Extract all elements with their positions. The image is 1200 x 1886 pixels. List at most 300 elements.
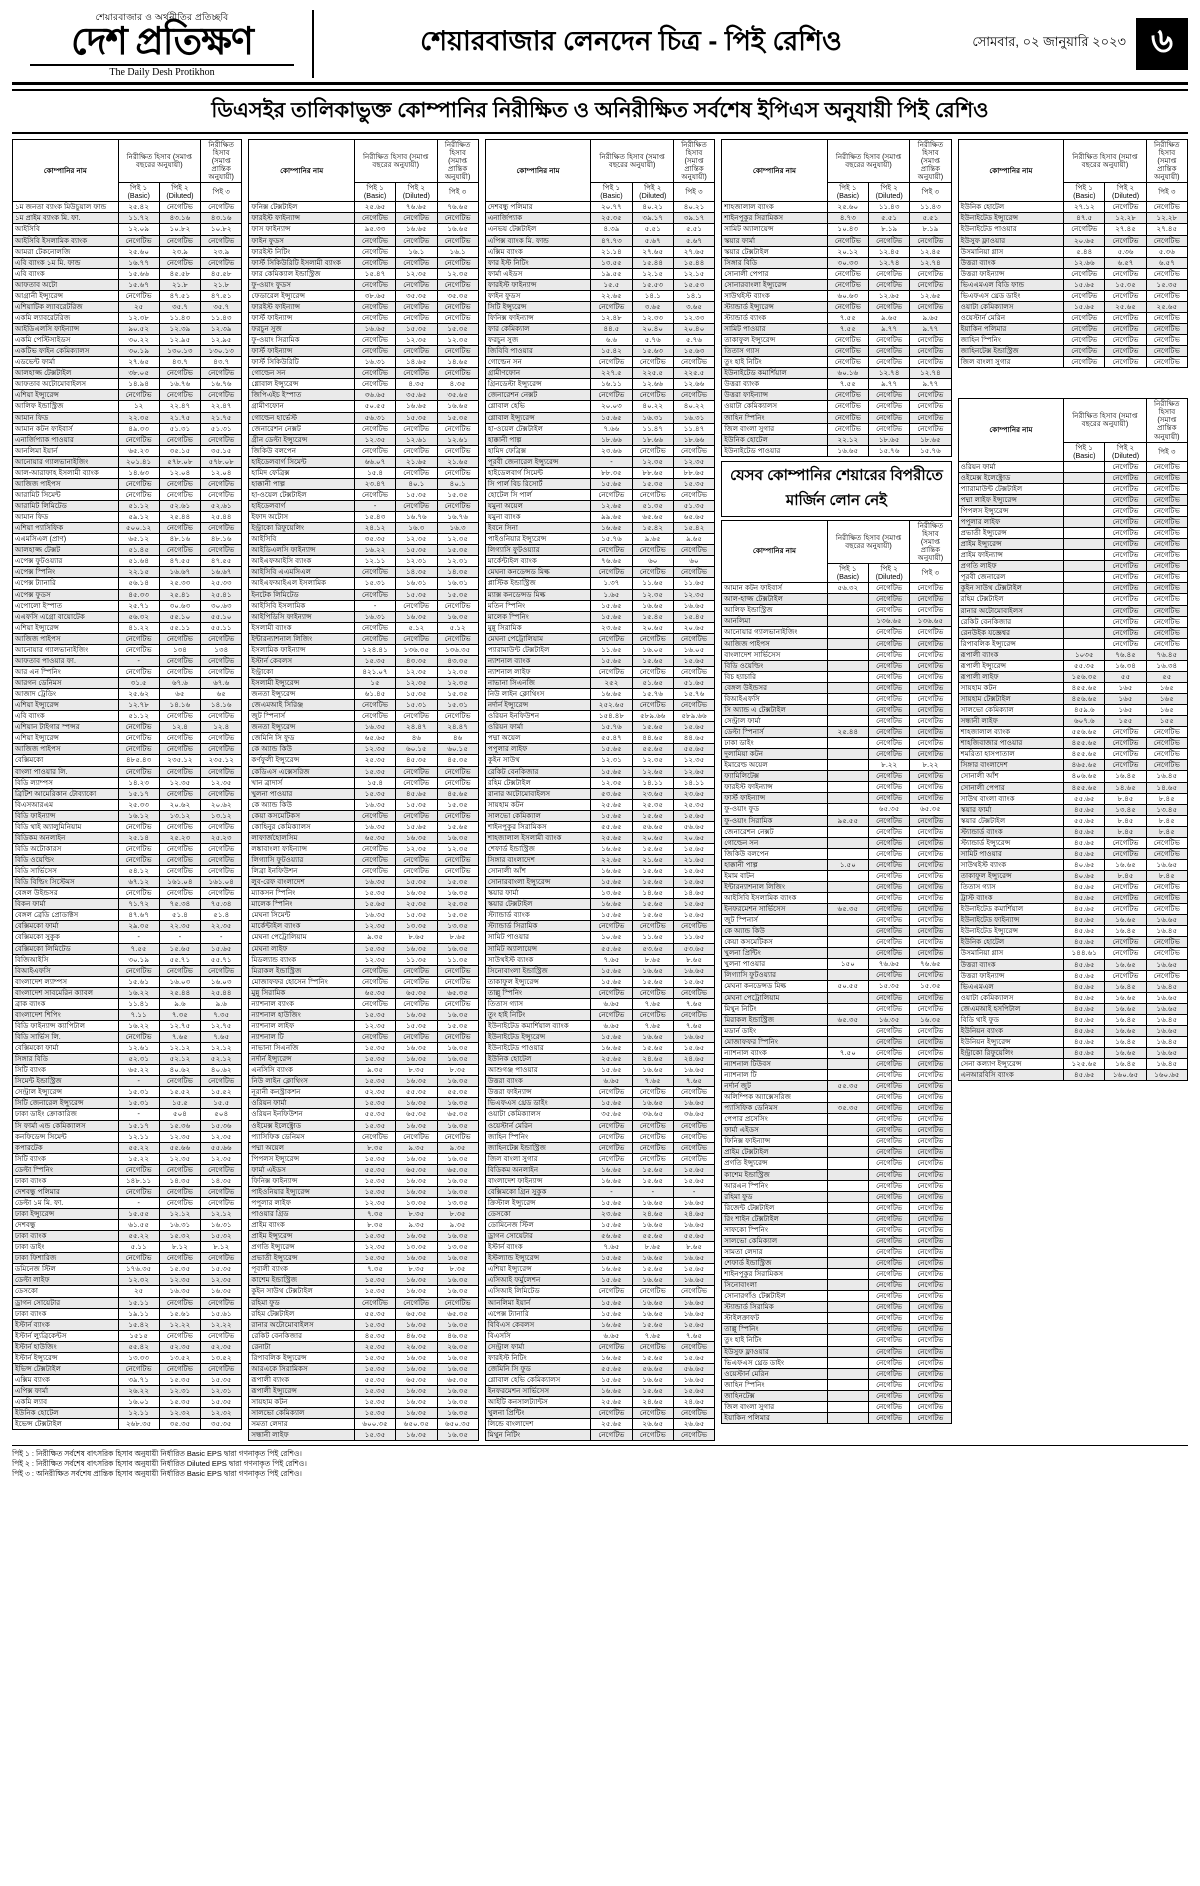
- pe3-cell: নেগেটিভ: [201, 1076, 242, 1087]
- company-name-cell: আইসিবি এএমসিএল: [249, 567, 355, 578]
- pe3-cell: ১৬.৩৫: [437, 1009, 478, 1020]
- company-name-cell: সাউথ বাংলা ব্যাংক: [958, 793, 1064, 804]
- company-name-cell: আমরা টেকনোলজি: [13, 246, 119, 257]
- pe3-cell: ১৫.৬৫: [673, 1319, 714, 1330]
- table-row: [722, 704, 951, 715]
- pe-table: [958, 139, 1188, 368]
- company-name-cell: তুং হাই নিটিং: [485, 1009, 591, 1020]
- table-row: [13, 832, 242, 843]
- pe-basic-cell: ৬৫.১২: [118, 534, 159, 545]
- pe3-cell: ৯.৭৭: [910, 324, 951, 335]
- pe-diluted-cell: ৮.৩৫: [396, 1264, 437, 1275]
- header-company: কোম্পানির নাম: [958, 139, 1064, 201]
- pe-diluted-cell: ১৬.৬৫: [632, 1253, 673, 1264]
- pe3-cell: নেগেটিভ: [1146, 627, 1187, 638]
- company-name-cell: সামিট পাওয়ার: [722, 324, 828, 335]
- table-row: [249, 478, 478, 489]
- pe-basic-cell: ১৫.৪: [354, 467, 395, 478]
- pe-basic-cell: [1064, 483, 1105, 494]
- table-row: [958, 224, 1187, 235]
- pe-diluted-cell: ৫.৫১: [632, 224, 673, 235]
- table-row: [958, 572, 1187, 583]
- pe3-cell: নেগেটিভ: [910, 715, 951, 726]
- table-row: [485, 832, 714, 843]
- pe-diluted-cell: নেগেটিভ: [159, 1363, 200, 1374]
- pe-diluted-cell: ১৫.৬৫: [632, 843, 673, 854]
- pe3-cell: নেগেটিভ: [1146, 616, 1187, 627]
- table-row: [13, 899, 242, 910]
- pe-diluted-cell: ১৬৫: [1105, 705, 1146, 716]
- table-row: [249, 1275, 478, 1286]
- pe-basic-cell: ১৫.৭৬: [591, 722, 632, 733]
- pe-basic-cell: নেগেটিভ: [591, 390, 632, 401]
- pe-diluted-cell: ৪৬.৩৫: [396, 1330, 437, 1341]
- pe3-cell: ১৮.৬৫: [910, 434, 951, 445]
- header-unaudited: নিরীক্ষিত হিসাব (সমাপ্ত প্রান্তিক অনুযায়ী): [1146, 139, 1187, 182]
- pe3-cell: ১৩.৩৫: [437, 1242, 478, 1253]
- pe-diluted-cell: নেগেটিভ: [159, 888, 200, 899]
- pe-basic-cell: ১৫.৪৩: [354, 512, 395, 523]
- table-row: [958, 705, 1187, 716]
- pe3-cell: নেগেটিভ: [673, 921, 714, 932]
- table-row: [485, 987, 714, 998]
- header-diluted: পিই ২ (Diluted): [1105, 442, 1146, 461]
- company-name-cell: উত্তরা ফাইন্যান্স: [958, 268, 1064, 279]
- pe-diluted-cell: ১৬.৬৫: [1105, 992, 1146, 1003]
- pe-basic-cell: ৬৫.৩৫: [827, 904, 868, 915]
- company-name-cell: বাংলাদেশ সার্ভিসেস: [722, 649, 828, 660]
- table-row: [13, 1153, 242, 1164]
- pe-diluted-cell: নেগেটিভ: [1105, 937, 1146, 948]
- pe-basic-cell: ৩৫.৩৫: [354, 534, 395, 545]
- pe3-cell: ১৬.৩৫: [437, 1319, 478, 1330]
- header-audited: নিরীক্ষিত হিসাব (সমাপ্ত বছরের অনুযায়ী): [1064, 139, 1147, 182]
- pe-basic-cell: নেগেটিভ: [118, 1253, 159, 1264]
- pe3-cell: ১৫.৪৪: [673, 257, 714, 268]
- pe-basic-cell: ৯৫.৫৫: [827, 815, 868, 826]
- pe-basic-cell: ১৫.৩৫: [354, 1363, 395, 1374]
- pe-diluted-cell: নেগেটিভ: [159, 733, 200, 744]
- pe-diluted-cell: ১৫.৩৫: [396, 799, 437, 810]
- table-row: [958, 682, 1187, 693]
- company-name-cell: শেফার্ড ইন্ডাস্ট্রিজ: [722, 1258, 828, 1269]
- table-row: [722, 202, 951, 213]
- pe3-cell: ৪.৩৫: [437, 379, 478, 390]
- company-name-cell: এবি ব্যাংক ১ম মি. ফান্ড: [13, 257, 119, 268]
- pe3-cell: নেগেটিভ: [910, 1036, 951, 1047]
- company-name-cell: খুলনা প্রিন্টিং: [722, 948, 828, 959]
- table-row: [13, 1297, 242, 1308]
- company-name-cell: ওরিয়ন ইনফিউশন: [485, 711, 591, 722]
- pe-diluted-cell: ৮.৩৫: [396, 1065, 437, 1076]
- pe3-cell: ১১.৪৩: [910, 202, 951, 213]
- company-name-cell: বিডি সার্ভিসেস: [13, 866, 119, 877]
- pe-diluted-cell: ৫.৩৬: [1105, 246, 1146, 257]
- pe-basic-cell: নেগেটিভ: [118, 434, 159, 445]
- pe3-cell: নেগেটিভ: [910, 992, 951, 1003]
- table-row: [485, 755, 714, 766]
- pe3-cell: ১৬১.০৪: [201, 877, 242, 888]
- company-name-cell: সামিট পাওয়ার: [485, 932, 591, 943]
- pe-diluted-cell: ২৭.৪৫: [1105, 224, 1146, 235]
- pe-diluted-cell: ১৮.৬৫: [869, 434, 910, 445]
- company-name-cell: মেঘনা লাইফ: [249, 943, 355, 954]
- table-row: [13, 1319, 242, 1330]
- company-name-cell: ইস্টার্ন ল্যুব্রিকেন্টস: [13, 1330, 119, 1341]
- pe3-cell: নেগেটিভ: [437, 1131, 478, 1142]
- pe3-cell: ১৫.৬৫: [673, 877, 714, 888]
- pe-diluted-cell: ১৫.৩৫: [396, 545, 437, 556]
- table-row: [958, 1059, 1187, 1070]
- pe-diluted-cell: ১৫.৬৫: [632, 1386, 673, 1397]
- pe-diluted-cell: ২২.৩৫: [159, 921, 200, 932]
- company-name-cell: ১ম প্রাইম ব্যাংক মি. ফা.: [13, 213, 119, 224]
- pe3-cell: ৩০.৬৩: [201, 600, 242, 611]
- pe3-cell: নেগেটিভ: [1146, 357, 1187, 368]
- company-name-cell: ফার ইস্ট নিটিং: [485, 257, 591, 268]
- company-name-cell: এনার্জিপ্যাক পাওয়ার: [13, 434, 119, 445]
- pe3-cell: ১৪.৬৫: [1146, 782, 1187, 793]
- pe-basic-cell: ১৫.৫: [591, 279, 632, 290]
- pe3-cell: নেগেটিভ: [1146, 727, 1187, 738]
- pe3-cell: ৬৫.৬৫: [673, 512, 714, 523]
- pe-basic-cell: ১৬.২২: [118, 1020, 159, 1031]
- pe-diluted-cell: নেগেটিভ: [396, 213, 437, 224]
- pe-basic-cell: নেগেটিভ: [354, 301, 395, 312]
- pe-basic-cell: ১৬.৩৫: [354, 722, 395, 733]
- company-name-cell: সেন্ট্রাল ফার্মা: [485, 1341, 591, 1352]
- pe-basic-cell: ৫১.৪৫: [118, 545, 159, 556]
- pe-basic-cell: নেগেটিভ: [354, 213, 395, 224]
- pe3-cell: ১৬.৬৫: [1146, 859, 1187, 870]
- pe-ratio-tables: [12, 139, 1188, 1441]
- company-name-cell: সায়হাম কটন: [485, 799, 591, 810]
- company-name-cell: কনফিডেন্স সিমেন্ট: [13, 1131, 119, 1142]
- pe3-cell: ৮.২২: [910, 760, 951, 771]
- pe3-cell: নেগেটিভ: [910, 649, 951, 660]
- table-row: [485, 1319, 714, 1330]
- pe3-cell: নেগেটিভ: [910, 848, 951, 859]
- table-row: [485, 666, 714, 677]
- pe-basic-cell: ২২.৬৫: [591, 290, 632, 301]
- pe-basic-cell: [827, 870, 868, 881]
- pe3-cell: ১৬.৩৫: [437, 1408, 478, 1419]
- pe3-cell: নেগেটিভ: [201, 744, 242, 755]
- pe3-cell: নেগেটিভ: [910, 605, 951, 616]
- table-row: [13, 1065, 242, 1076]
- pe-diluted-cell: ৫.৬৭: [632, 235, 673, 246]
- company-name-cell: রেকিট বেনকিজার: [485, 766, 591, 777]
- pe-basic-cell: [827, 1258, 868, 1269]
- pe-diluted-cell: নেগেটিভ: [1105, 202, 1146, 213]
- pe3-cell: ৭৬.৪৫: [1146, 649, 1187, 660]
- table-row: [485, 501, 714, 512]
- table-row: [249, 224, 478, 235]
- company-name-cell: রূপালী ব্যাংক: [249, 1374, 355, 1385]
- company-name-cell: নর্দার্ন ইন্স্যুরেন্স: [485, 700, 591, 711]
- pe3-cell: ১২.৩১: [437, 556, 478, 567]
- pe3-cell: ২৫.৩৫: [437, 899, 478, 910]
- company-name-cell: ফাইন ফুডস: [249, 235, 355, 246]
- company-name-cell: এপিক্স ব্যাংক মি. ফান্ড: [485, 235, 591, 246]
- pe-diluted-cell: নেগেটিভ: [869, 1269, 910, 1280]
- pe-diluted-cell: নেগেটিভ: [159, 855, 200, 866]
- company-name-cell: কে অ্যান্ড কিউ: [249, 799, 355, 810]
- pe3-cell: ১৬৫: [1146, 682, 1187, 693]
- company-name-cell: সোনারবাংলা ইন্স্যুরেন্স: [485, 877, 591, 888]
- pe-diluted-cell: ১২.৩৫: [632, 589, 673, 600]
- company-name-cell: হাক্কানী পাল্প: [485, 434, 591, 445]
- table-row: [958, 893, 1187, 904]
- pe-basic-cell: [827, 1191, 868, 1202]
- table-row: [13, 965, 242, 976]
- pe3-cell: ৪৮.১৬: [201, 534, 242, 545]
- company-name-cell: পেপার প্রসেসিং: [722, 1114, 828, 1125]
- pe-basic-cell: নেগেটিভ: [591, 666, 632, 677]
- table-row: [485, 1098, 714, 1109]
- pe-diluted-cell: ১৫.৩৫: [396, 877, 437, 888]
- pe-diluted-cell: নেগেটিভ: [869, 401, 910, 412]
- company-name-cell: এনভয় টেক্সটাইল: [485, 224, 591, 235]
- pe-basic-cell: [827, 1036, 868, 1047]
- table-row: [13, 1253, 242, 1264]
- pe-basic-cell: [827, 992, 868, 1003]
- table-row: [13, 1009, 242, 1020]
- pe-diluted-cell: ১২.৯৫: [159, 335, 200, 346]
- pe3-cell: নেগেটিভ: [910, 401, 951, 412]
- pe3-cell: ৪৭.৫৫: [201, 556, 242, 567]
- pe3-cell: ১৬.৩৫: [437, 1054, 478, 1065]
- table-row: [13, 987, 242, 998]
- company-name-cell: ওয়াটা কেমিক্যালস: [722, 401, 828, 412]
- pe-diluted-cell: নেগেটিভ: [869, 1258, 910, 1269]
- pe-basic-cell: ২৫: [118, 301, 159, 312]
- table-row: [249, 722, 478, 733]
- company-name-cell: ফার্স্ট ফাইন্যান্স: [722, 793, 828, 804]
- company-name-cell: সেন্ট্রাল ফার্মা: [722, 715, 828, 726]
- table-row: [249, 866, 478, 877]
- pe3-cell: নেগেটিভ: [910, 583, 951, 594]
- company-name-cell: উত্তরা ফাইন্যান্স: [958, 970, 1064, 981]
- table-row: [13, 1275, 242, 1286]
- pe-diluted-cell: নেগেটিভ: [632, 1153, 673, 1164]
- pe-basic-cell: -: [591, 1186, 632, 1197]
- pe-diluted-cell: ৯.৭৭: [869, 324, 910, 335]
- pe-basic-cell: ৬০.১৬: [827, 368, 868, 379]
- pe-diluted-cell: নেগেটিভ: [869, 594, 910, 605]
- company-name-cell: ইন্ট্রাকো রিফুয়েলিং: [958, 1048, 1064, 1059]
- pe3-cell: নেগেটিভ: [1146, 594, 1187, 605]
- pe3-cell: ১৫.৪৫: [673, 611, 714, 622]
- pe3-cell: নেগেটিভ: [673, 633, 714, 644]
- pe3-cell: ১৬.৩৫: [437, 943, 478, 954]
- pe-diluted-cell: ১২.৩৫: [159, 1275, 200, 1286]
- pe3-cell: নেগেটিভ: [1146, 312, 1187, 323]
- company-name-cell: স্কয়ার টেক্সটাইল: [722, 246, 828, 257]
- pe3-cell: ৫৫.৬৬: [201, 1142, 242, 1153]
- pe3-cell: ৩৫.৩৫: [201, 1419, 242, 1430]
- pe3-cell: ২১.৬৫: [437, 456, 478, 467]
- company-name-cell: প্রাইম ইন্স্যুরেন্স: [958, 539, 1064, 550]
- pe3-cell: ৫৫.১১: [201, 622, 242, 633]
- pe-basic-cell: ১২.১১: [354, 556, 395, 567]
- pe-basic-cell: ৪৫.৬৫: [1064, 904, 1105, 915]
- pe3-cell: নেগেটিভ: [201, 633, 242, 644]
- pe3-cell: ১৫.৩৫: [437, 589, 478, 600]
- pe3-cell: নেগেটিভ: [201, 523, 242, 534]
- pe-basic-cell: ৭.৫৫: [827, 324, 868, 335]
- table-row: [13, 357, 242, 368]
- company-name-cell: সায়হাম টেক্সটাইল: [958, 694, 1064, 705]
- pe-basic-cell: ৫৯.১২: [118, 512, 159, 523]
- pe-basic-cell: নেগেটিভ: [354, 1131, 395, 1142]
- table-row: [249, 1009, 478, 1020]
- pe-diluted-cell: ১৬.৬৫: [632, 1032, 673, 1043]
- table-row: [722, 1357, 951, 1368]
- company-name-cell: জিল বাংলা সুগার: [722, 423, 828, 434]
- table-row: [485, 412, 714, 423]
- pe3-cell: ৫১.৩৫: [673, 501, 714, 512]
- pe-diluted-cell: নেগেটিভ: [869, 1069, 910, 1080]
- pe3-cell: ১৫.৩৫: [673, 478, 714, 489]
- table-row: [249, 1419, 478, 1430]
- table-row: [722, 1014, 951, 1025]
- table-row: [249, 545, 478, 556]
- pe-diluted-cell: ৭৬.৬৫: [869, 959, 910, 970]
- table-row: [13, 1363, 242, 1374]
- pe3-cell: ১২.৩৫: [437, 268, 478, 279]
- table-row: [249, 467, 478, 478]
- table-row: [485, 622, 714, 633]
- company-name-cell: ফারইস্ট ফাইন্যান্স: [249, 301, 355, 312]
- pe3-cell: ৪৬.৩৫: [437, 1330, 478, 1341]
- pe-basic-cell: [827, 1147, 868, 1158]
- pe-diluted-cell: ১০.৮২: [159, 224, 200, 235]
- table-row: [13, 534, 242, 545]
- pe3-cell: ১৬.৬৫: [673, 1308, 714, 1319]
- pe-basic-cell: ২৫.৬৫: [591, 1397, 632, 1408]
- pe3-cell: ৪৩.১৬: [201, 213, 242, 224]
- pe-basic-cell: [827, 848, 868, 859]
- pe3-cell: ৫.৫১: [910, 213, 951, 224]
- pe-table: [12, 139, 242, 1430]
- pe3-cell: ৭.৬৫: [201, 1032, 242, 1043]
- company-name-cell: উসমানিয়া গ্লাস: [958, 246, 1064, 257]
- company-name-cell: পূবালী ব্যাংক: [249, 1264, 355, 1275]
- company-name-cell: সোনালী আঁশ: [958, 771, 1064, 782]
- pe-diluted-cell: ৪৪.৬৫: [632, 733, 673, 744]
- pe-basic-cell: ১৫.৩৫: [354, 1186, 395, 1197]
- pe3-cell: নেগেটিভ: [910, 970, 951, 981]
- pe-diluted-cell: ৬৫০.৩৫: [396, 1419, 437, 1430]
- pe-diluted-cell: ১৪.৬৫: [396, 357, 437, 368]
- table-row: [13, 545, 242, 556]
- pe3-cell: ১২.৩৫: [201, 777, 242, 788]
- pe-diluted-cell: ৪৫.৩৫: [396, 755, 437, 766]
- pe-diluted-cell: ১৬.৬৫: [632, 1308, 673, 1319]
- company-name-cell: প্রাইম ব্যাংক: [249, 1220, 355, 1231]
- pe-basic-cell: নেগেটিভ: [118, 235, 159, 246]
- table-row: [249, 965, 478, 976]
- pe-diluted-cell: ৩৫.৬৫: [396, 390, 437, 401]
- pe3-cell: নেগেটিভ: [437, 1032, 478, 1043]
- company-name-cell: আইএফআইএল ইসলামিক: [249, 578, 355, 589]
- pe-diluted-cell: ১৫.৩৫: [869, 981, 910, 992]
- pe3-cell: ১২.৩৫: [437, 534, 478, 545]
- pe-basic-cell: নেগেটিভ: [827, 335, 868, 346]
- company-name-cell: মেঘনা কনডেন্সড মিল্ক: [722, 981, 828, 992]
- table-row: [249, 501, 478, 512]
- company-name-cell: হোটেল সি পার্ল: [485, 489, 591, 500]
- pe-diluted-cell: নেগেটিভ: [869, 423, 910, 434]
- pe-diluted-cell: ৭৫.৩৪: [159, 899, 200, 910]
- table-row: [722, 1313, 951, 1324]
- pe3-cell: ৮.৪৫: [1146, 815, 1187, 826]
- pe3-cell: নেগেটিভ: [201, 1330, 242, 1341]
- pe3-cell: ৩৫.১৫: [201, 445, 242, 456]
- table-row: [249, 390, 478, 401]
- header-basic: পিই ১ (Basic): [1064, 442, 1105, 461]
- table-row: [958, 461, 1187, 472]
- pe3-cell: ১৫.৩২: [201, 1231, 242, 1242]
- pe-basic-cell: ৫.১১: [118, 1242, 159, 1253]
- pe-diluted-cell: ৭.৬৫: [159, 1032, 200, 1043]
- pe-diluted-cell: ৮৮.৬৫: [632, 467, 673, 478]
- pe-diluted-cell: নেগেটিভ: [869, 357, 910, 368]
- company-name-cell: গ্লোবাল হেভি কেমিক্যালস: [485, 1374, 591, 1385]
- table-row: [249, 1209, 478, 1220]
- table-row: [958, 804, 1187, 815]
- pe3-cell: ৫৩.৬৫: [673, 943, 714, 954]
- pe-diluted-cell: নেগেটিভ: [1105, 335, 1146, 346]
- table-row: [249, 932, 478, 943]
- pe3-cell: ১৫.৩৫: [437, 412, 478, 423]
- pe-diluted-cell: নেগেটিভ: [632, 1142, 673, 1153]
- pe-diluted-cell: ৮.১২: [159, 1242, 200, 1253]
- company-name-cell: বিবিএস কেবলস: [485, 1319, 591, 1330]
- company-name-cell: হা-ওয়েল টেক্সটাইল: [249, 489, 355, 500]
- pe-basic-cell: নেগেটিভ: [591, 357, 632, 368]
- pe3-cell: নেগেটিভ: [910, 859, 951, 870]
- pe3-cell: নেগেটিভ: [910, 1158, 951, 1169]
- company-name-cell: বিকন ফার্মা: [13, 899, 119, 910]
- pe3-cell: ১৬.৩৫: [437, 1175, 478, 1186]
- pe-basic-cell: ৬৫.৩৫: [354, 832, 395, 843]
- pe-basic-cell: [827, 1114, 868, 1125]
- table-row: [485, 368, 714, 379]
- pe-basic-cell: [827, 1368, 868, 1379]
- table-row: [958, 202, 1187, 213]
- pe-basic-cell: [827, 826, 868, 837]
- pe-diluted-cell: নেগেটিভ: [869, 704, 910, 715]
- pe-basic-cell: ৩০.১৯: [118, 346, 159, 357]
- pe-diluted-cell: ১১.৪৭: [632, 423, 673, 434]
- pe3-cell: নেগেটিভ: [1146, 561, 1187, 572]
- pe-basic-cell: নেগেটিভ: [591, 301, 632, 312]
- pe-basic-cell: নেগেটিভ: [591, 1341, 632, 1352]
- company-name-cell: তাকাফুল ইন্স্যুরেন্স: [958, 871, 1064, 882]
- company-name-cell: আগ্রানী ইন্স্যুরেন্স: [13, 290, 119, 301]
- pe3-cell: নেগেটিভ: [910, 749, 951, 760]
- table-row: [958, 727, 1187, 738]
- pe3-cell: নেগেটিভ: [437, 633, 478, 644]
- company-name-cell: আরএকে সিরামিকস: [249, 1363, 355, 1374]
- pe-basic-cell: ১৫.৩৫: [354, 788, 395, 799]
- pe-diluted-cell: ৩.৬৫: [632, 301, 673, 312]
- pe-basic-cell: -: [118, 932, 159, 943]
- pe-diluted-cell: ১৪.৩৫: [396, 567, 437, 578]
- pe-diluted-cell: নেগেটিভ: [632, 1341, 673, 1352]
